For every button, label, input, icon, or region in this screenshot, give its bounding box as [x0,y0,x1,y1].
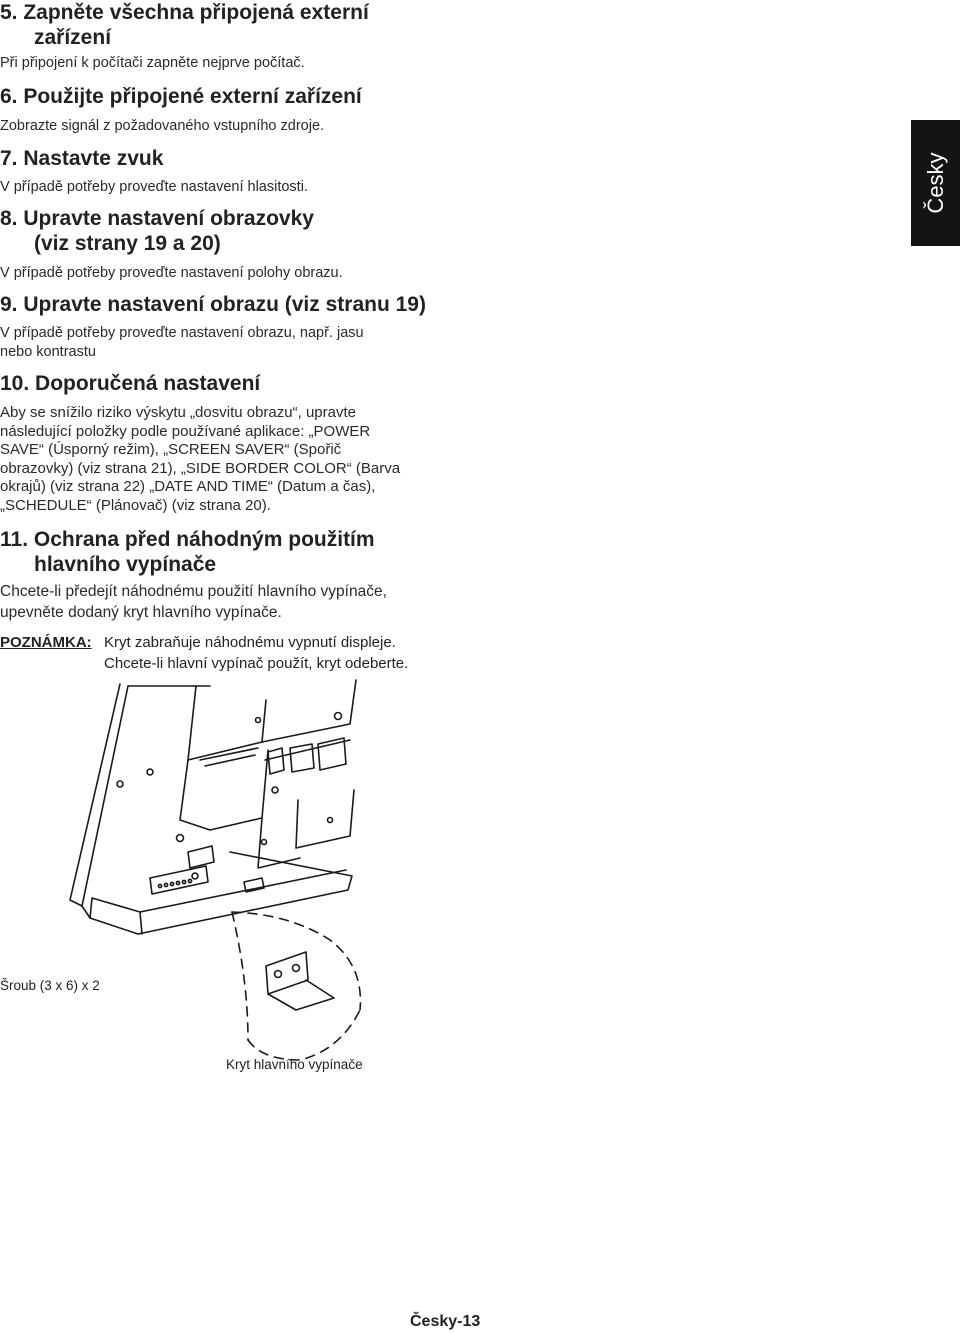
section-5-heading [0,0,369,50]
section-9-text [0,324,364,361]
section-5-heading-line1: 5. Zapněte všechna připojená externí [0,1,369,24]
page-number: Česky-13 [410,1313,481,1330]
language-tab [911,120,960,246]
monitor-chassis [70,680,356,934]
section-10-text-line: okrajů) (viz strana 22) „DATE AND TIME“ (Datum a čas), [0,478,376,495]
switch-cover-illustration [0,670,960,1090]
section-11-heading-line2: hlavního vypínače [34,553,217,576]
section-10-heading: 10. Doporučená nastavení [0,372,261,395]
section-7-heading: 7. Nastavte zvuk [0,147,164,170]
leader-lines [232,912,360,1060]
screw-caption: Šroub (3 x 6) x 2 [0,978,100,993]
section-11-text-line: Chcete-li předejít náhodnému použití hlavního vypínače, [0,583,387,600]
section-5-text: Při připojení k počítači zapněte nejprve počítač. [0,55,305,71]
section-11-text-line: upevněte dodaný kryt hlavního vypínače. [0,603,282,621]
section-9-heading: 9. Upravte nastavení obrazu (viz stranu 19) [0,293,426,316]
cover-caption: Kryt hlavního vypínače [226,1057,363,1072]
section-6-heading: 6. Použijte připojené externí zařízení [0,85,362,108]
section-5-heading-line2: zařízení [34,26,112,49]
main-switch-panel [150,866,208,894]
power-connector [268,748,284,774]
section-10-text-line: „SCHEDULE“ (Plánovač) (viz strana 20). [0,496,271,514]
section-11-heading [0,527,375,577]
section-10-text-line: obrazovky) (viz strana 21), „SIDE BORDER COLOR“ (Barva [0,459,401,477]
note-label: POZNÁMKA: [0,634,92,651]
section-9-text-line: V případě potřeby proveďte nastavení obrazu, např. jasu [0,325,364,341]
section-8-heading-line1: 8. Upravte nastavení obrazovky [0,207,314,230]
section-11-heading-line1: 11. Ochrana před náhodným použitím [0,528,375,551]
section-8-text: V případě potřeby proveďte nastavení polohy obrazu. [0,265,343,281]
section-10-text-line: Aby se snížilo riziko výskytu „dosvitu obrazu“, upravte [0,404,356,421]
section-8-heading [0,206,314,256]
switch-cover-part [266,952,334,1010]
note-line: Kryt zabraňuje náhodnému vypnutí displeje. [104,634,396,651]
language-tab-label: Česky [922,152,948,214]
section-10-text [0,404,400,515]
section-6-text: Zobrazte signál z požadovaného vstupního zdroje. [0,118,325,134]
section-10-text-line: SAVE“ (Úsporný režim), „SCREEN SAVER“ (Spořič [0,441,342,458]
section-9-text-line: nebo kontrastu [0,343,96,360]
section-7-text: V případě potřeby proveďte nastavení hlasitosti. [0,179,308,195]
note-text [104,632,408,674]
section-11-text [0,582,387,623]
section-8-heading-line2: (viz strany 19 a 20) [34,232,221,255]
note-line: Chcete-li hlavní vypínač použít, kryt odeberte. [104,655,409,672]
section-10-text-line: následující položky podle používané aplikace: „POWER [0,422,371,440]
